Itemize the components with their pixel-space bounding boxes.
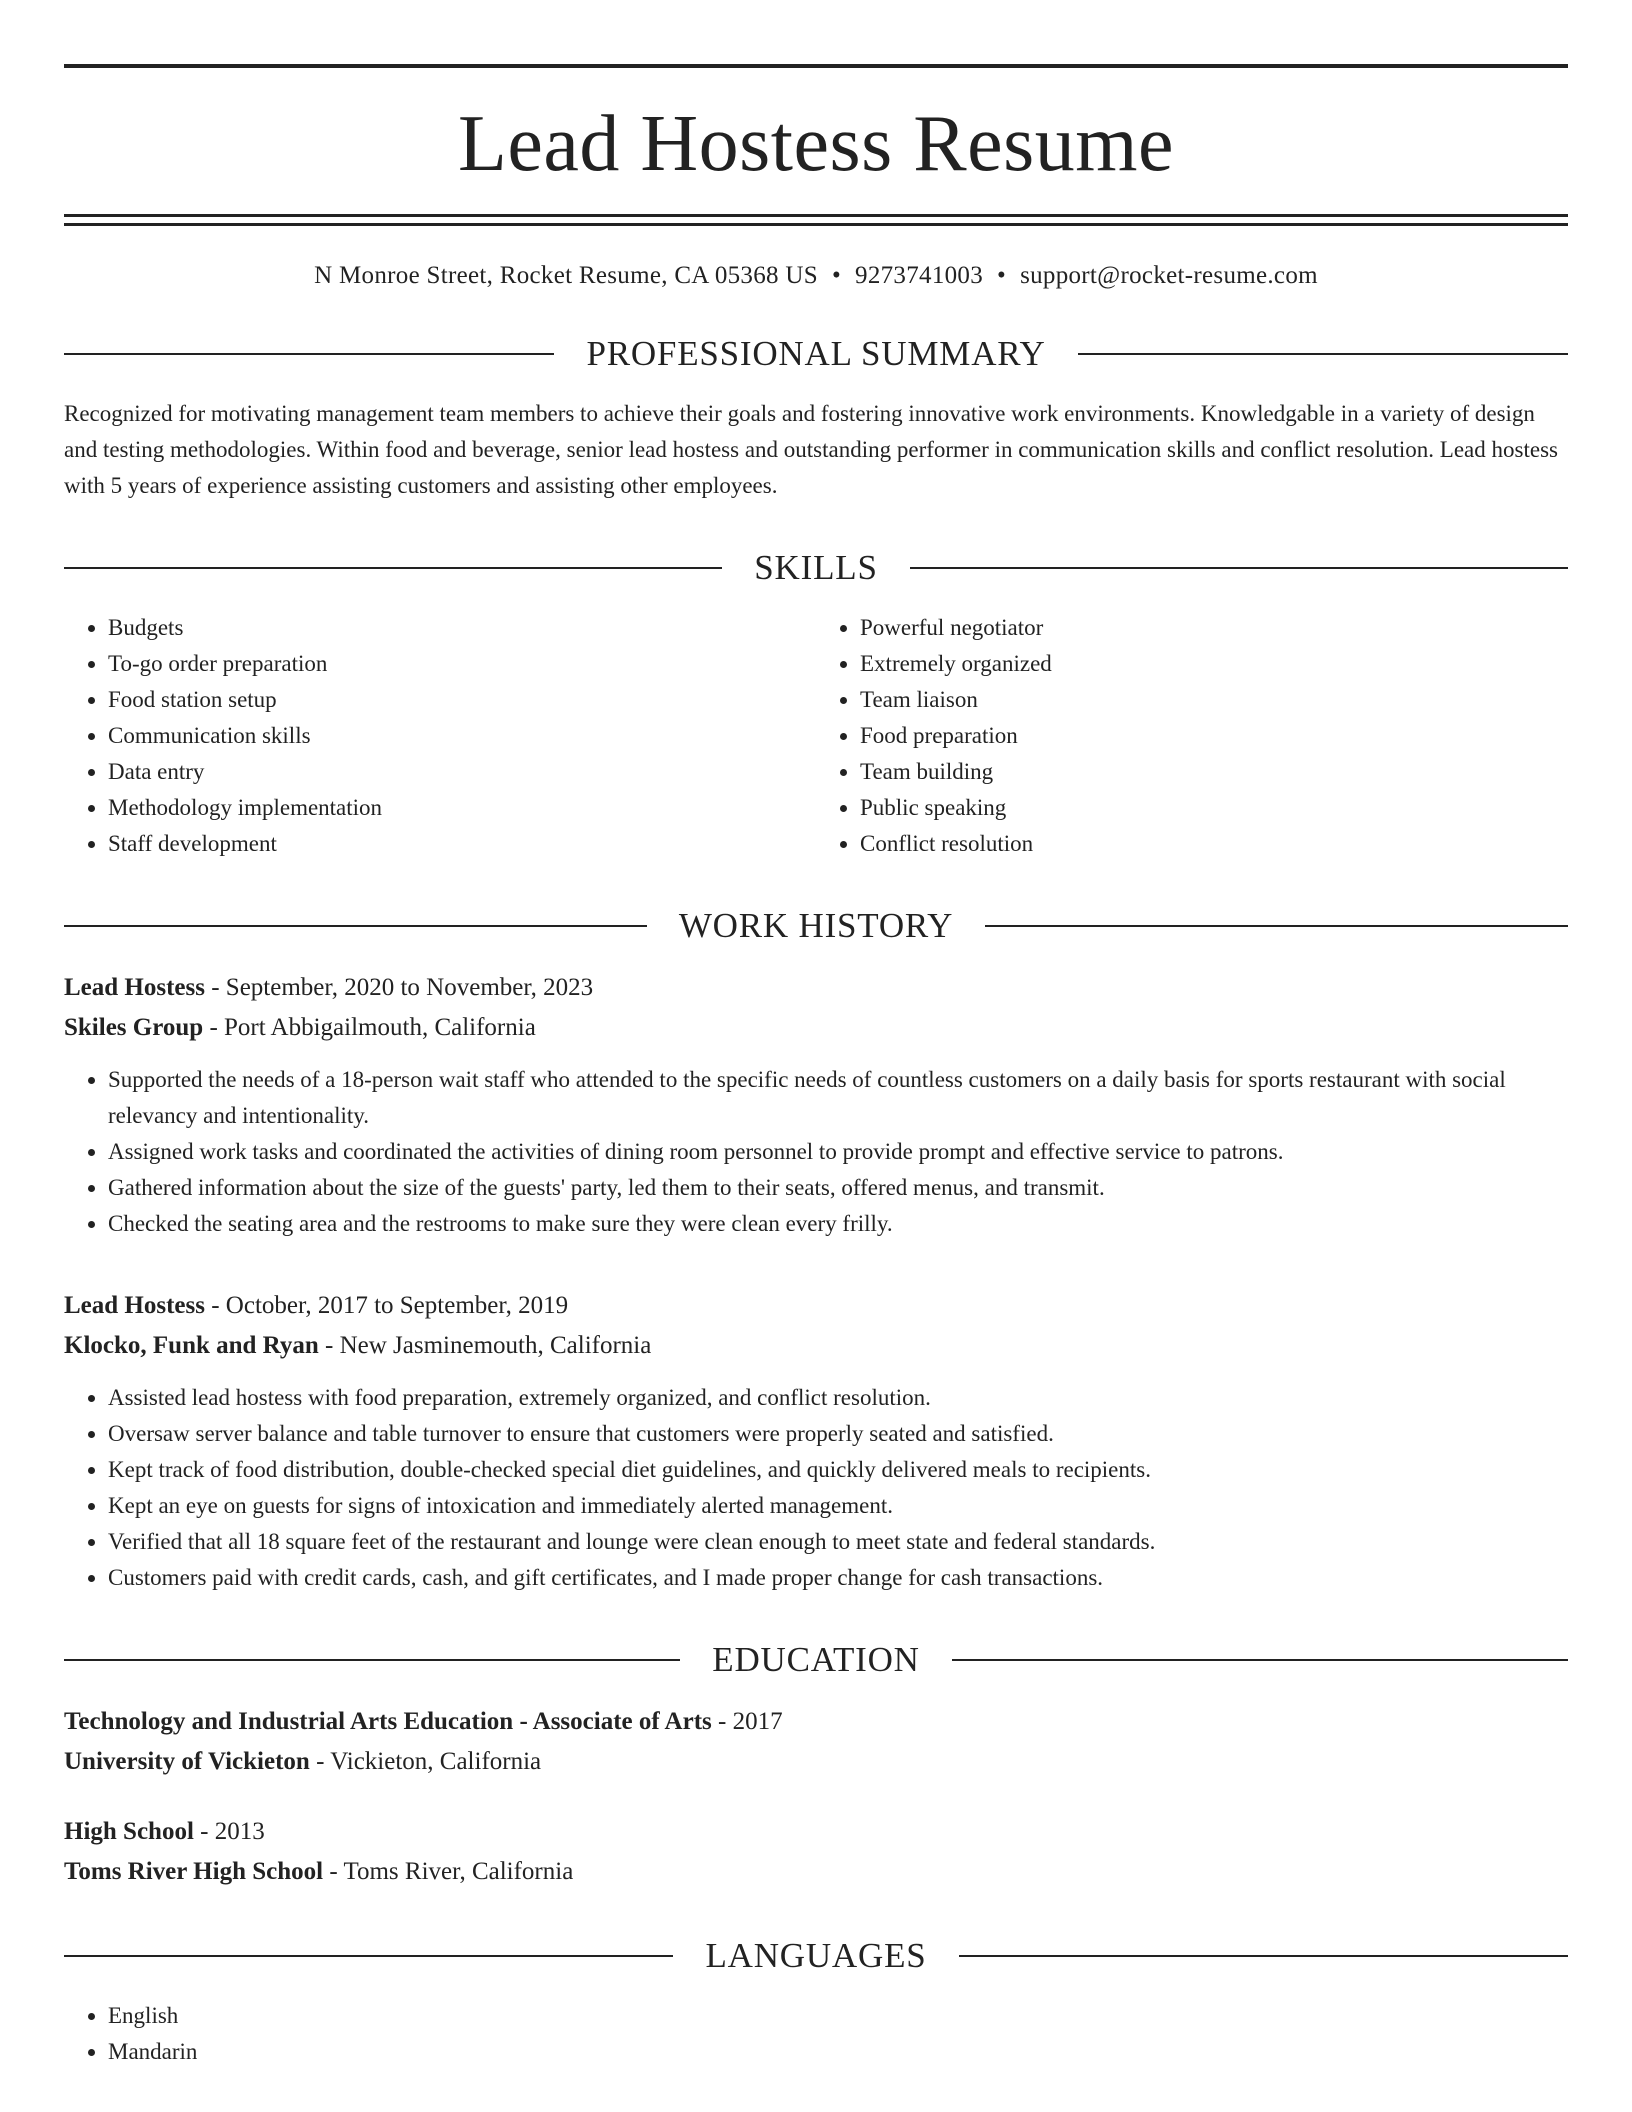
language-item: • Mandarin [108,2034,1568,2070]
section-title: EDUCATION [712,1640,920,1679]
job-company: Klocko, Funk and Ryan [64,1332,319,1359]
skill-item: • Staff development [108,826,816,862]
skill-item: • Food preparation [860,718,1568,754]
education-entry [64,1812,1568,1892]
section-header-languages [64,1936,1568,1976]
education-degree-line [64,1702,1568,1742]
section-title: LANGUAGES [705,1936,927,1975]
job-bullet: • Checked the seating area and the restrooms to make sure they were clean every frilly. [108,1206,1568,1242]
languages-list [64,1998,1568,2070]
job-bullet: • Verified that all 18 square feet of the restaurant and lounge were clean enough to meet state and federal standards. [108,1524,1568,1560]
education-year: - 2017 [711,1708,783,1735]
education-year: - 2013 [193,1818,265,1845]
job-bullet: • Customers paid with credit cards, cash, and gift certificates, and I made proper change for cash transactions. [108,1560,1568,1596]
education-degree: Technology and Industrial Arts Education - Associate of Arts [64,1708,712,1735]
divider [910,567,1568,569]
job-company: Skiles Group [64,1014,204,1041]
divider [64,1659,680,1661]
education-school: Toms River High School [64,1858,324,1885]
contact-phone: 9273741003 [855,262,984,289]
skill-item: • Communication skills [108,718,816,754]
contact-email: support@rocket-resume.com [1020,262,1318,289]
skill-item: • Powerful negotiator [860,610,1568,646]
contact-separator: • [997,262,1007,289]
job-title-line [64,968,1568,1008]
skills-column-left [64,610,816,862]
divider [64,567,722,569]
divider [1078,353,1568,355]
summary-paragraph: Recognized for motivating management team members to achieve their goals and fostering innovative work environments. Knowledgable in a variety of design and testing methodologies. Within food and beverage, senior lead hostess and outstanding performer in communication skills and conflict resolution. Lead hostess with 5 years of experience assisting customers and assisting other employees. [64,401,1558,498]
job-bullet: • Kept an eye on guests for signs of intoxication and immediately alerted management. [108,1488,1568,1524]
divider [64,925,647,927]
job-bullet: • Supported the needs of a 18-person wait staff who attended to the specific needs of countless customers on a daily basis for sports restaurant with social relevancy and intentionality. [108,1062,1568,1134]
job-bullets [64,1062,1568,1242]
skill-item: • Team building [860,754,1568,790]
job-dates: - October, 2017 to September, 2019 [204,1292,569,1319]
skill-item: • Food station setup [108,682,816,718]
skills-list [64,610,1568,862]
skills-column-right [816,610,1568,862]
skill-item: • Data entry [108,754,816,790]
contact-line [64,262,1568,290]
section-title: PROFESSIONAL SUMMARY [586,334,1046,373]
job-bullet: • Assigned work tasks and coordinated the activities of dining room personnel to provide prompt and effective service to patrons. [108,1134,1568,1170]
divider [985,925,1568,927]
divider [952,1659,1568,1661]
contact-address: N Monroe Street, Rocket Resume, CA 05368 US [314,262,818,289]
resume-title: Lead Hostess Resume [457,100,1175,188]
skill-item: • Public speaking [860,790,1568,826]
section-title: SKILLS [754,548,878,587]
job-entry [64,968,1568,1242]
skill-item: • Extremely organized [860,646,1568,682]
job-bullet: • Kept track of food distribution, double-checked special diet guidelines, and quickly delivered meals to recipients. [108,1452,1568,1488]
skill-item: • To-go order preparation [108,646,816,682]
education-school-line [64,1852,1568,1892]
education-entry [64,1702,1568,1782]
skill-item: • Team liaison [860,682,1568,718]
divider [64,353,554,355]
contact-separator: • [831,262,842,289]
education-degree-line [64,1812,1568,1852]
job-location: - Port Abbigailmouth, California [203,1014,536,1041]
section-header-summary [64,334,1568,374]
job-bullet: • Gathered information about the size of the guests' party, led them to their seats, offered menus, and transmit. [108,1170,1568,1206]
job-bullet: • Assisted lead hostess with food preparation, extremely organized, and conflict resolution. [108,1380,1568,1416]
job-company-line [64,1326,1568,1366]
education-location: - Vickieton, California [309,1748,542,1775]
skill-item: • Conflict resolution [860,826,1568,862]
job-title-line [64,1286,1568,1326]
title-double-rule [64,214,1568,226]
divider [64,1955,673,1957]
job-dates: - September, 2020 to November, 2023 [204,974,594,1001]
skill-item: • Methodology implementation [108,790,816,826]
education-location: - Toms River, California [323,1858,574,1885]
education-degree: High School [64,1818,194,1845]
divider [959,1955,1568,1957]
job-entry [64,1286,1568,1596]
job-company-line [64,1008,1568,1048]
job-title: Lead Hostess [64,974,205,1001]
education-school-line [64,1742,1568,1782]
job-bullet: • Oversaw server balance and table turnover to ensure that customers were properly seated and satisfied. [108,1416,1568,1452]
education-school: University of Vickieton [64,1748,310,1775]
job-title: Lead Hostess [64,1292,205,1319]
section-header-skills [64,548,1568,588]
language-item: • English [108,1998,1568,2034]
job-bullets [64,1380,1568,1596]
section-title: WORK HISTORY [678,906,954,945]
section-header-work-history [64,906,1568,946]
section-header-education [64,1640,1568,1680]
skill-item: • Budgets [108,610,816,646]
job-location: - New Jasminemouth, California [318,1332,652,1359]
top-rule [64,64,1568,68]
